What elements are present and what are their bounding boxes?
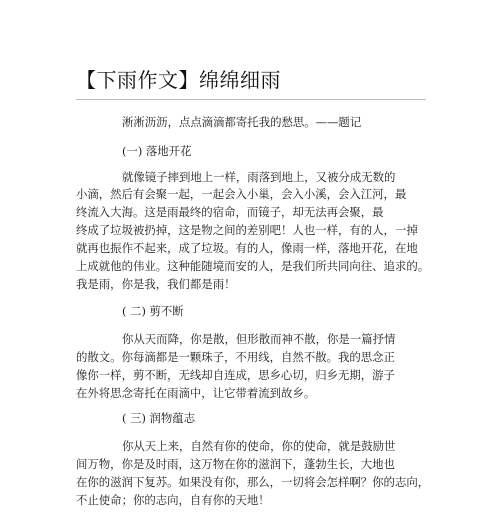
section-heading-3: ( 三) 润物蕴志: [122, 411, 196, 425]
paragraph-line: 终成了垃圾被扔掉，这是物之间的差别吧！人也一样，有的人，一掉: [76, 223, 418, 237]
paragraph-line: 的散文。你每滴都是一颗珠子，不用线，自然不散。我的思念正: [76, 350, 395, 364]
paragraph-line: 小滴，然后有会聚一起，一起会入小巢，会入小溪，会入江河，最: [76, 187, 407, 201]
section-heading-2: ( 二) 剪不断: [122, 304, 184, 318]
paragraph-line: 在外将思念寄托在雨滴中，让它带着流到故乡。: [76, 386, 316, 400]
paragraph-line: 上成就他的伟业。这种能随境而安的人，是我们所共同向往、追求的。: [76, 259, 430, 273]
paragraph-line: 不止使命；你的志向，自有你的天地！: [76, 493, 270, 507]
paragraph-line: 你从天而降，你是散，但形散而神不散，你是一篇抒情: [122, 332, 396, 346]
paragraph-line: 你从天上来，自然有你的使命，你的使命，就是鼓励世: [122, 439, 396, 453]
paragraph-line: 间万物，你是及时雨，这万物在你的滋润下，蓬勃生长，大地也: [76, 457, 395, 471]
title-divider: [76, 99, 426, 100]
paragraph-line: 就再也振作不起来，成了垃圾。有的人，像雨一样，落地开花，在地: [76, 241, 418, 255]
page-title: 【下雨作文】绵绵细雨: [76, 68, 281, 92]
paragraph-line: 像你一样，剪不断，无线却自连成，思乡心切，归乡无期，游子: [76, 368, 395, 382]
epigraph: 淅淅沥沥，点点滴滴都寄托我的愁思。——题记: [122, 115, 362, 129]
paragraph-line: 在你的滋润下复苏。如果没有你，那么，一切将会怎样啊？你的志向，: [76, 475, 430, 489]
paragraph-line: 我是雨，你是我，我们都是雨！: [76, 277, 236, 291]
paragraph-line: 就像镜子摔到地上一样，雨落到地上，又被分成无数的: [122, 170, 396, 184]
paragraph-line: 终流入大海。这是雨最终的宿命，而镜子，却无法再会聚，最: [76, 205, 384, 219]
section-heading-1: (一) 落地开花: [122, 144, 192, 158]
